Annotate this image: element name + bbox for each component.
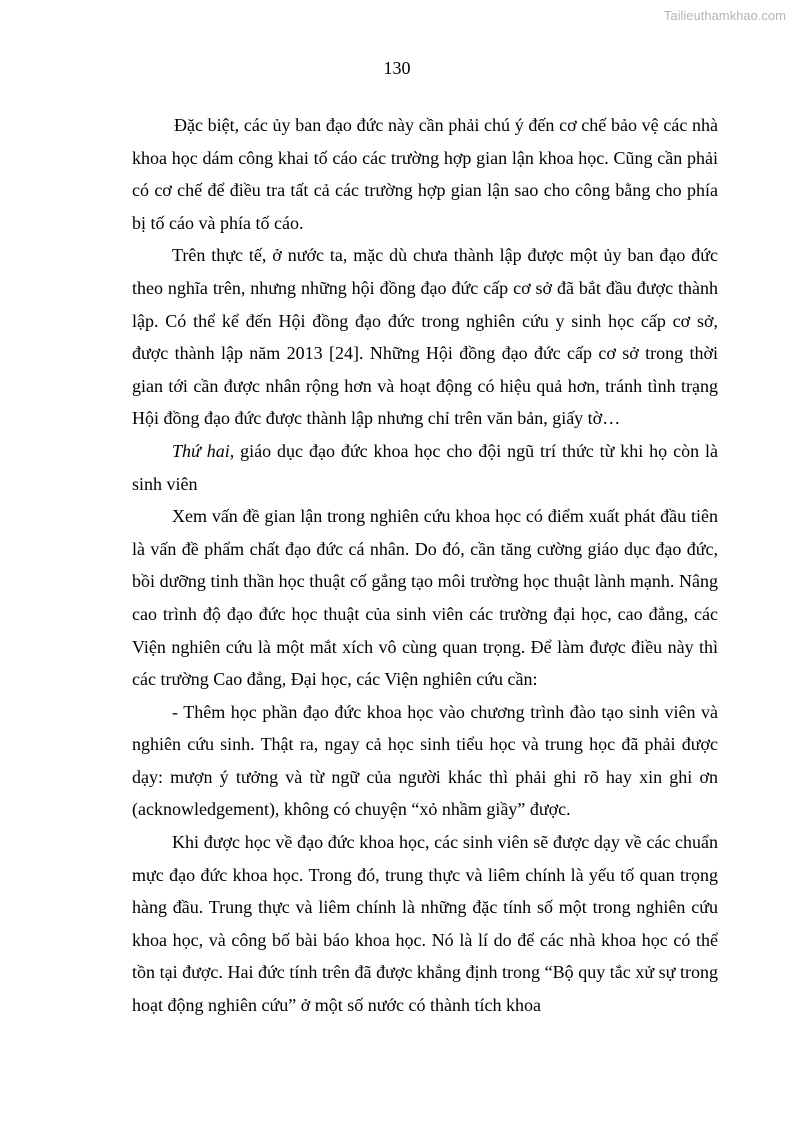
section-heading-italic: Thứ hai	[172, 440, 230, 461]
paragraph-ethics-standards: Khi được học về đạo đức khoa học, các sinh viên sẽ được dạy về các chuẩn mực đạo đức khoa học. Trong đó, trung thực và liêm chính là yếu tố quan trọng hàng đầu. Trung thực và liêm chính là những đặc tính số một trong nghiên cứu khoa học, và công bố bài báo khoa học. Nó là lí do để các nhà khoa học có thể tồn tại được. Hai đức tính trên đã được khẳng định trong “Bộ quy tắc xử sự trong hoạt động nghiên cứu” ở một số nước có thành tích khoa	[132, 832, 718, 1016]
paragraph-add-ethics-course: - Thêm học phần đạo đức khoa học vào chương trình đào tạo sinh viên và nghiên cứu sinh. Thật ra, ngay cả học sinh tiểu học và trung học đã phải được dạy: mượn ý tưởng và từ ngữ của người khác thì phải ghi rõ hay xin ghi ơn (acknowledgement), không có chuyện “xỏ nhầm giầy” được.	[132, 701, 718, 820]
paragraph-personal-ethics: Xem vấn đề gian lận trong nghiên cứu khoa học có điểm xuất phát đầu tiên là vấn đề phẩm chất đạo đức cá nhân. Do đó, cần tăng cường giáo dục đạo đức, bồi dưỡng tinh thần học thuật cố gắng tạo môi trường học thuật lành mạnh. Nâng cao trình độ đạo đức học thuật của sinh viên các trường đại học, cao đẳng, các Viện nghiên cứu là một mắt xích vô cùng quan trọng. Để làm được điều này thì các trường Cao đẳng, Đại học, các Viện nghiên cứu cần:	[132, 506, 718, 690]
paragraph-ethics-councils: Trên thực tế, ở nước ta, mặc dù chưa thành lập được một ủy ban đạo đức theo nghĩa trên, nhưng những hội đồng đạo đức cấp cơ sở đã bắt đầu được thành lập. Có thể kể đến Hội đồng đạo đức trong nghiên cứu y sinh học cấp cơ sở, được thành lập năm 2013 [24]. Những Hội đồng đạo đức cấp cơ sở trong thời gian tới cần được nhân rộng hơn và hoạt động có hiệu quả hơn, tránh tình trạng Hội đồng đạo đức được thành lập nhưng chỉ trên văn bản, giấy tờ…	[132, 245, 718, 429]
watermark: Tailieuthamkhao.com	[663, 8, 786, 23]
section-heading-second	[132, 435, 718, 500]
document-body	[132, 109, 718, 1022]
page-number: 130	[383, 58, 411, 78]
section-heading-rest: , giáo dục đạo đức khoa học cho đội ngũ trí thức từ khi họ còn là sinh viên	[132, 440, 718, 494]
paragraph-special-committees: Đặc biệt, các ủy ban đạo đức này cần phải chú ý đến cơ chế bảo vệ các nhà khoa học dám công khai tố cáo các trường hợp gian lận khoa học. Cũng cần phải có cơ chế để điều tra tất cả các trường hợp gian lận sao cho công bằng cho phía bị tố cáo và phía tố cáo.	[132, 115, 718, 233]
